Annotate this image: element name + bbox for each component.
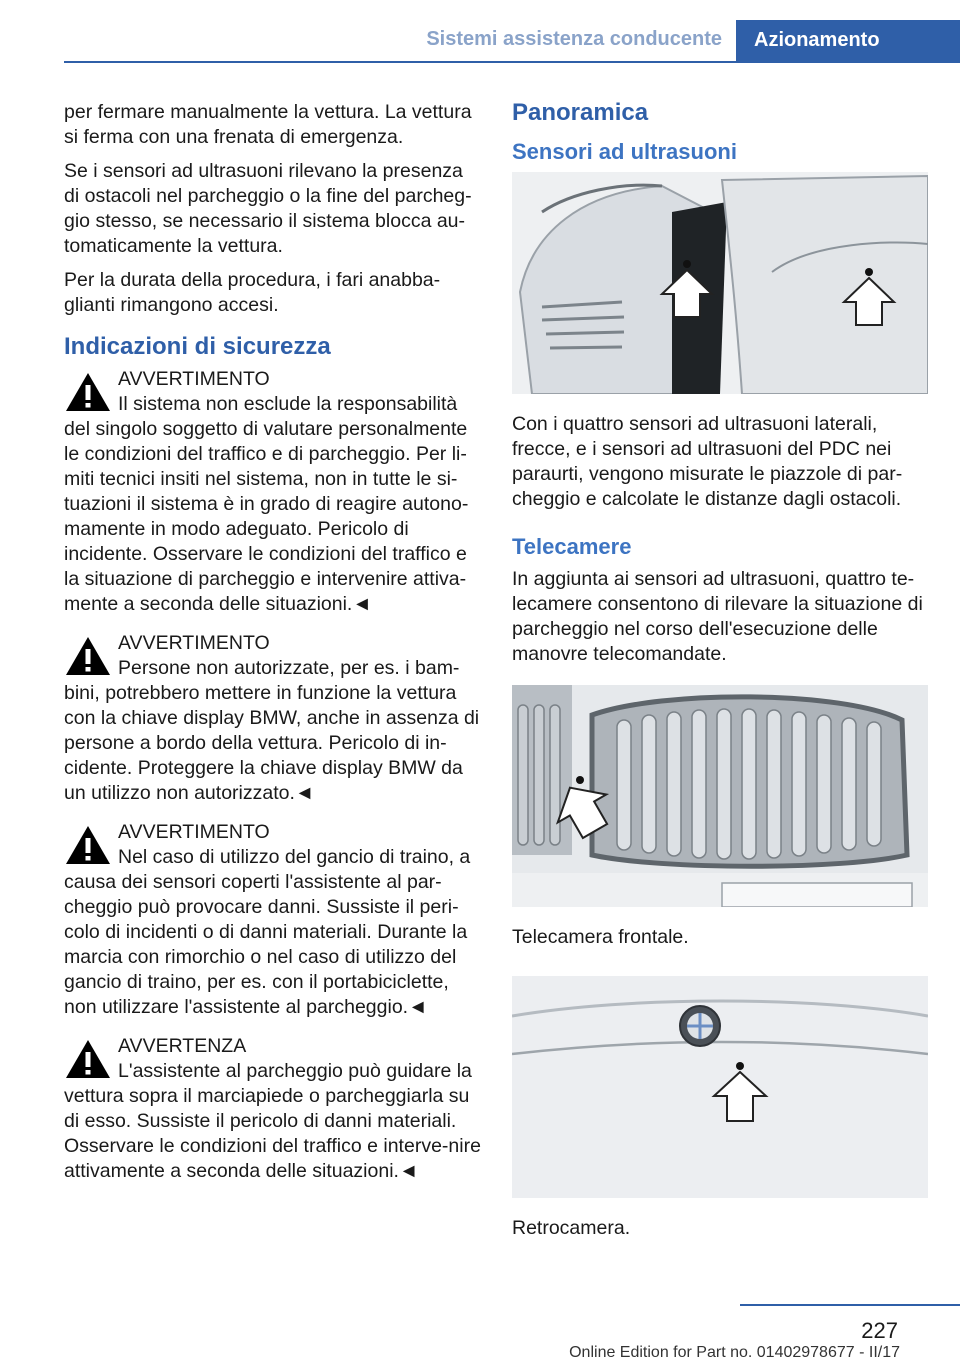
subsection-heading: Sensori ad ultrasuoni	[512, 139, 737, 164]
front-camera-illustration	[512, 685, 928, 907]
subsection-heading: Telecamere	[512, 534, 632, 559]
page-header	[0, 0, 960, 64]
warning-block	[64, 367, 482, 617]
paragraph: per fermare manualmente la vettura. La vettura si ferma con una frenata di emergenza.	[64, 101, 472, 148]
edition-note: Online Edition for Part no. 01402978677 - II/17	[569, 1344, 900, 1361]
warning-icon	[64, 824, 112, 866]
warning-icon	[64, 635, 112, 677]
warning-title: AVVERTIMENTO	[118, 821, 270, 843]
paragraph: Per la durata della procedura, i fari anabba‐glianti rimangono accesi.	[64, 269, 441, 316]
right-column	[512, 100, 928, 1267]
rear-trunk-drawing	[512, 976, 928, 1198]
chapter-tab-label: Azionamento	[754, 29, 880, 51]
paragraph: Con i quattro sensori ad ultrasuoni laterali, frecce, e i sensori ad ultrasuoni del PDC nei paraurti, vengono misurate le piazzole di par‐cheggio e calcolate le distanze dagli ostacoli.	[512, 413, 903, 510]
rear-camera-illustration	[512, 976, 928, 1198]
front-grille-drawing	[512, 685, 928, 907]
chapter-tab	[736, 20, 960, 62]
figure-caption: Telecamera frontale.	[512, 926, 689, 948]
left-column	[64, 100, 482, 1198]
footer-rule	[740, 1304, 960, 1306]
paragraph: In aggiunta ai sensori ad ultrasuoni, quattro te‐lecamere consentono di rilevare la situazione di parcheggio nel corso dell'esecuzione delle manovre telecomandate.	[512, 568, 923, 665]
warning-title: AVVERTIMENTO	[118, 368, 270, 390]
warning-block	[64, 820, 482, 1020]
page-number: 227	[861, 1318, 898, 1343]
warning-text: Persone non autorizzate, per es. i bam‐bini, potrebbero mettere in funzione la vettura con la chiave display BMW, anche in assenza di persone a bordo della vettura. Pericolo di in‐cidente. Proteggere la chiave display BMW da un utilizzo non autorizzato.◄	[64, 657, 480, 804]
warning-title: AVVERTENZA	[118, 1035, 247, 1057]
warning-text: Il sistema non esclude la responsabilità del singolo soggetto di valutare personalmente le condizioni del traffico e di parcheggio. Per li‐miti tecnici insiti nel sistema, non in tutte le si‐tuazioni il sistema è in grado di reagire autono‐mamente in modo adeguato. Pericolo di incidente. Osservare le condizioni del traffico e la situazione di parcheggio e intervenire attiva‐mente a seconda delle situazioni.◄	[64, 393, 469, 615]
warning-text: L'assistente al parcheggio può guidare la vettura sopra il marciapiede o parcheggiarla su di esso. Sussiste il pericolo di danni materiali. Osservare le condizioni del traffico e interve‐nire attivamente a seconda delle situazioni.◄	[64, 1060, 481, 1182]
car-sensor-drawing	[512, 172, 928, 394]
section-heading: Panoramica	[512, 99, 649, 126]
sensor-illustration	[512, 172, 928, 394]
warning-text: Nel caso di utilizzo del gancio di traino, a causa dei sensori coperti l'assistente al par‐cheggio può provocare danni. Sussiste il peri‐colo di incidenti o di danni materiali. Durante la marcia con rimorchio o nel caso di utilizzo del gancio di traino, per es. con il portabiciclette, non utilizzare l'assistente al parcheggio.◄	[64, 846, 471, 1018]
section-title: Sistemi assistenza conducente	[426, 28, 722, 50]
warning-title: AVVERTIMENTO	[118, 632, 270, 654]
warning-block	[64, 1034, 482, 1184]
figure-caption: Retrocamera.	[512, 1217, 631, 1239]
warning-icon	[64, 371, 112, 413]
section-heading: Indicazioni di sicurezza	[64, 333, 331, 360]
warning-block	[64, 631, 482, 806]
paragraph: Se i sensori ad ultrasuoni rilevano la presenza di ostacoli nel parcheggio o la fine del parcheg‐gio stesso, se necessario il sistema blocca au‐tomaticamente la vettura.	[64, 160, 472, 257]
warning-icon	[64, 1038, 112, 1080]
page-footer	[0, 1304, 960, 1362]
